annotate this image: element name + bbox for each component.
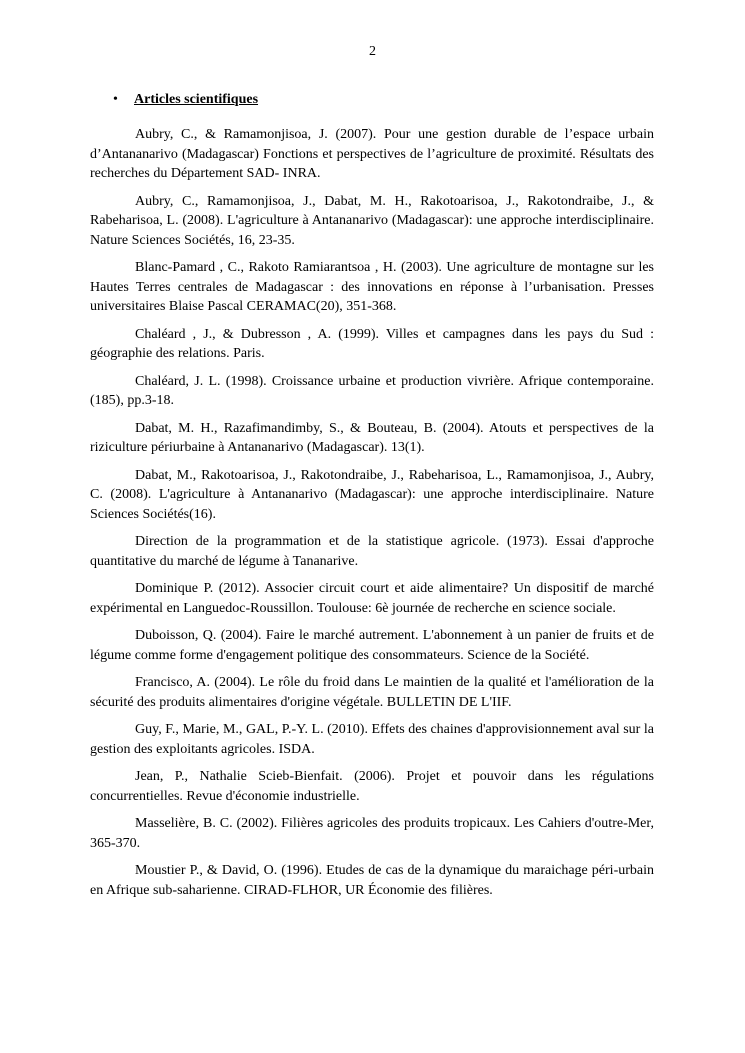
reference-item: Chaléard , J., & Dubresson , A. (1999). Villes et campagnes dans les pays du Sud : géographie des relations. Paris. [90,326,654,361]
reference-item: Dabat, M. H., Razafimandimby, S., & Bouteau, B. (2004). Atouts et perspectives de la riziculture périurbaine à Antananarivo (Madagascar). 13(1). [90,420,654,455]
page-number: 2 [369,44,376,59]
reference-item: Dabat, M., Rakotoarisoa, J., Rakotondraibe, J., Rabeharisoa, L., Ramamonjisoa, J., Aubry, C. (2008). L'agriculture à Antananarivo (Madagascar): une approche interdisciplinaire. Nature Sciences Sociétés(16). [90,467,654,522]
section-title: Articles scientifiques [134,92,259,107]
reference-item: Direction de la programmation et de la statistique agricole. (1973). Essai d'approche quantitative du marché de légume à Tananarive. [90,534,654,569]
reference-item: Masselière, B. C. (2002). Filières agricoles des produits tropicaux. Les Cahiers d'outre-Mer, 365-370. [90,816,654,851]
reference-item: Dominique P. (2012). Associer circuit court et aide alimentaire? Un dispositif de marché expérimental en Languedoc-Roussillon. Toulouse: 6è journée de recherche en science sociale. [90,581,654,616]
section-header [113,90,258,110]
reference-item: Chaléard, J. L. (1998). Croissance urbaine et production vivrière. Afrique contemporaine. (185), pp.3-18. [90,373,654,408]
bullet-icon: • [113,92,118,107]
reference-item: Aubry, C., Ramamonjisoa, J., Dabat, M. H., Rakotoarisoa, J., Rakotondraibe, J., & Rabeharisoa, L. (2008). L'agriculture à Antananarivo (Madagascar): une approche interdisciplinaire. Nature Sciences Sociétés, 16, 23-35. [90,193,654,248]
reference-list [90,125,654,908]
reference-item: Guy, F., Marie, M., GAL, P.-Y. L. (2010). Effets des chaines d'approvisionnement aval sur la gestion des exploitants agricoles. ISDA. [90,722,654,757]
reference-item: Duboisson, Q. (2004). Faire le marché autrement. L'abonnement à un panier de fruits et de légume comme forme d'engagement politique des consommateurs. Science de la Société. [90,628,654,663]
reference-item: Jean, P., Nathalie Scieb-Bienfait. (2006). Projet et pouvoir dans les régulations concurrentielles. Revue d'économie industrielle. [90,769,654,804]
reference-item: Francisco, A. (2004). Le rôle du froid dans Le maintien de la qualité et l'amélioration de la sécurité des produits alimentaires d'origine végétale. BULLETIN DE L'IIF. [90,675,654,710]
reference-item: Blanc-Pamard , C., Rakoto Ramiarantsoa , H. (2003). Une agriculture de montagne sur les Hautes Terres centrales de Madagascar : des innovations en réponse à l’urbanisation. Presses universitaires Blaise Pascal CERAMAC(20), 351-368. [90,260,654,314]
reference-item: Moustier P., & David, O. (1996). Etudes de cas de la dynamique du maraichage péri-urbain en Afrique sub-saharienne. CIRAD-FLHOR, UR Économie des filières. [90,863,654,898]
reference-item: Aubry, C., & Ramamonjisoa, J. (2007). Pour une gestion durable de l’espace urbain d’Antananarivo (Madagascar) Fonctions et perspectives de l’agriculture de proximité. Résultats des recherches du Département SAD- INRA. [90,127,654,181]
